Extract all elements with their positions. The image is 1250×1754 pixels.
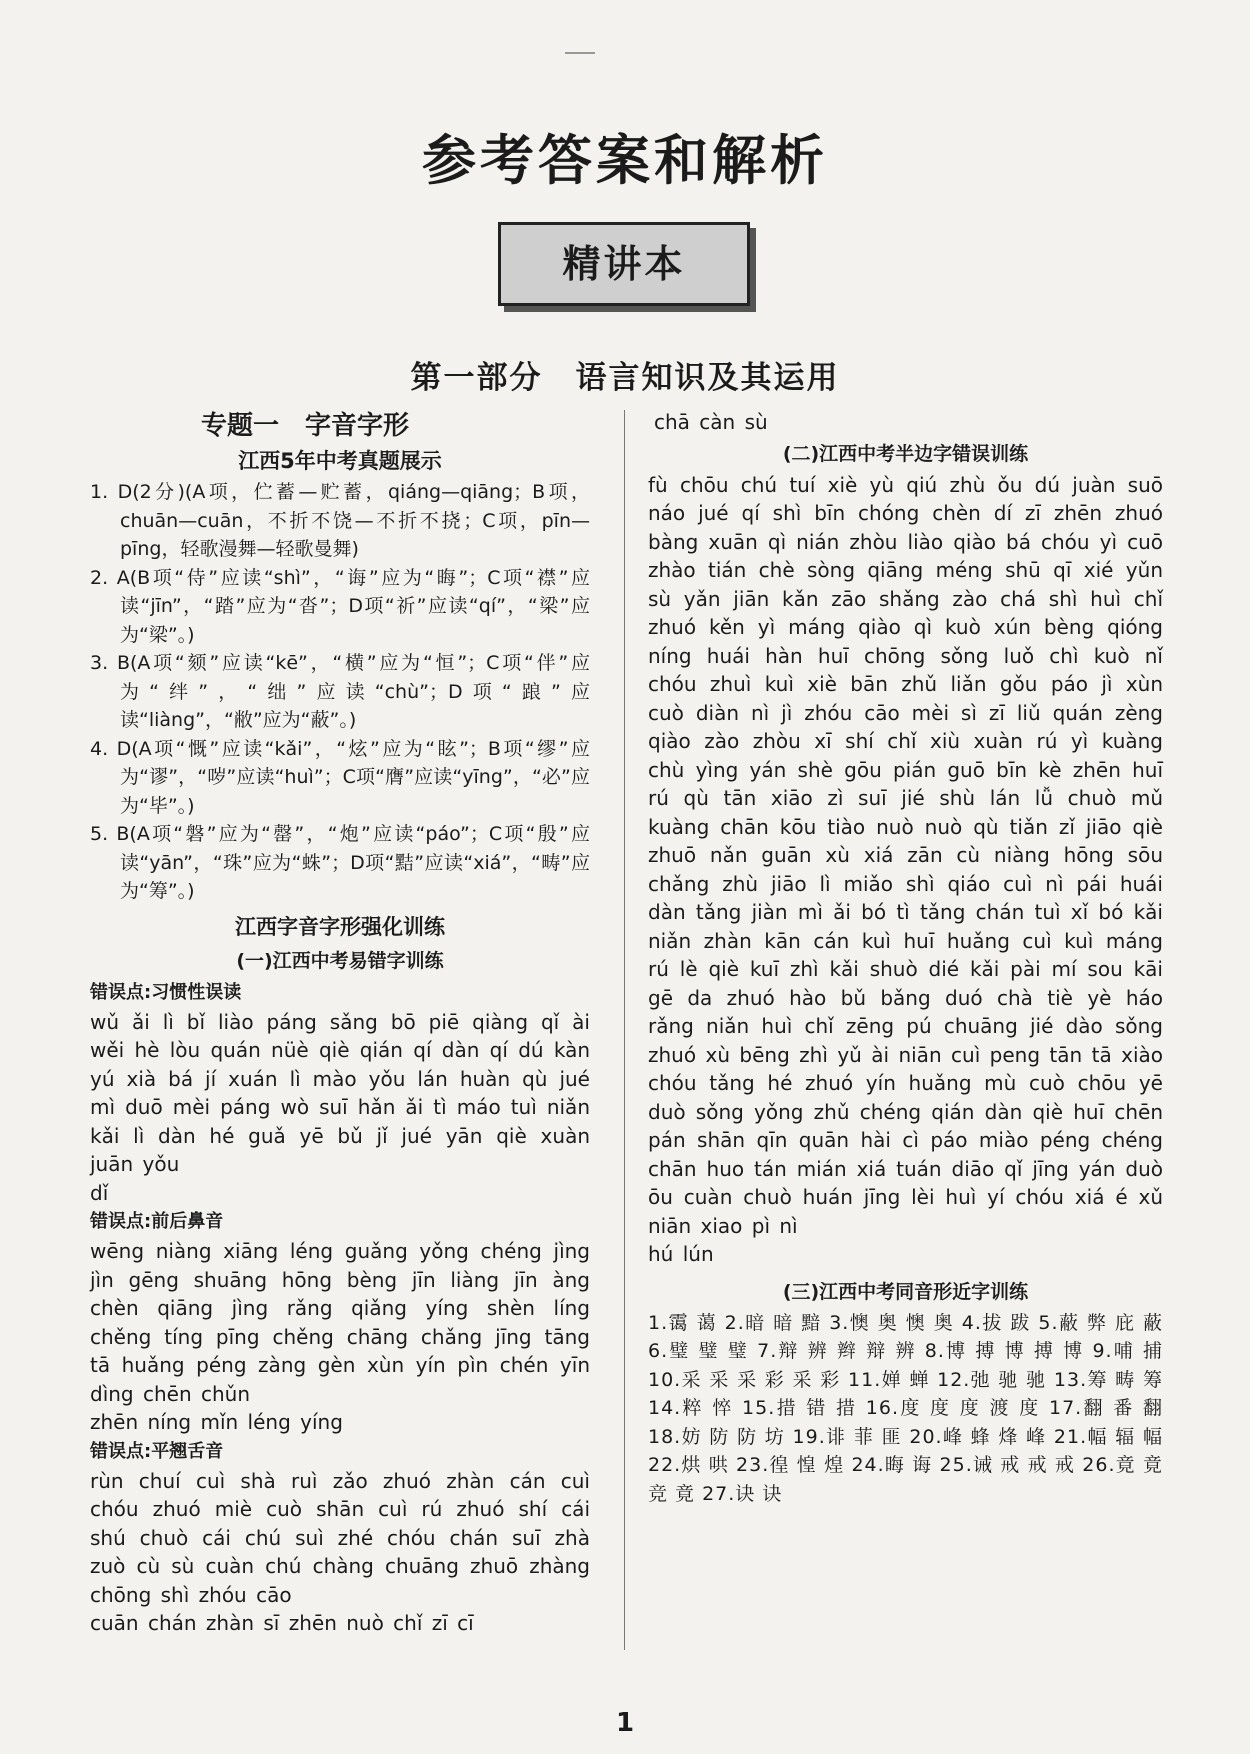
left-column (90, 408, 590, 1638)
pinyin-tail-3: cuān chán zhàn sī zhēn nuò chǐ zī cī (90, 1611, 474, 1635)
topic-heading: 专题一 字音字形 (200, 411, 409, 441)
error-label-3: 错误点:平翘舌音 (90, 1440, 224, 1462)
pinyin-block-4: fù chōu chú tuí xiè yù qiú zhù ǒu dú juàn suō náo jué qí shì bīn chóng chèn dí zī zhēn zhuó bàng xuān qì nián zhòu liào qiào bá chóu yì cuō zhào tián chè sòng qiāng méng shū qī xié yǔn sù yǎn jiān kǎn zāo shǎng zào chá shì huì chǐ zhuó kěn yì máng qiào qì kuò xún bèng qióng níng huái hàn huī chōng sǒng luǒ chì kuò nǐ chóu zhuì kuì xiè bān zhǔ liǎn gǒu páo jì xùn cuò diàn nì jì zhóu cāo mèi sì zī liǔ quán zèng qiào zào zhòu xī shí chǐ xiù xuàn rú yì kuàng chù yìng yán shè gōu pián guō bīn kè zhēn huī rú qù tān xiāo zì suī jié shù lán lǚ chuò mǔ kuàng chān kōu tiào nuò nuò qù tiǎn zǐ jiāo qiè zhuō nǎn guān xù xiá zān cù niàng hōng sōu chǎng zhù jiāo lì miǎo shì qiáo cuì nì pái huái dàn tǎng jiàn mì ǎi bó tì tǎng chán tuì xǐ bó kǎi niǎn zhàn kān cán kuì huī huǎng cuì kuì máng rú lè qiè kuī zhì kǎi shuò dié kǎi pài mí sou kāi gē da zhuó hào bǔ bǎng duó chà tiè yè háo rǎng niǎn huì chǐ zēng pú chuāng jié dào sǒng zhuó xù bēng zhì yǔ ài niān cuì peng tān tā xiào chóu tǎng hé zhuó yín huǎng mù cuò chōu yē duò sǒng yǒng zhǔ chéng qián dàn qiè huī chēn pán shān qīn quān hài cì páo miào péng chéng chān huo tán mián xiá tuán diāo qǐ jīng yán duò ōu cuàn chuò huán jīng lèi huì yí chóu xiá é xǔ niān xiao pì nì (648, 472, 1163, 1238)
subsection-heading-2: (二)江西中考半边字错误训练 (782, 442, 1029, 465)
answer-item: 1. D(2分)(A项，伫蓄—贮蓄，qiáng—qiāng；B项，chuān—cuān，不折不饶—不折不挠；C项，pīn—pīng，轻歌漫舞—轻歌曼舞) (90, 481, 590, 560)
column-divider (624, 410, 625, 1650)
pinyin-block-1: wǔ ǎi lì bǐ liào páng sǎng bō piē qiàng qǐ ài wěi hè lòu quán nüè qiè qián qí dàn qí dú kàn yú xià bá jí xuán lì mào yǒu lán huàn qù jué mì duō mèi páng wò suī hǎn ǎi tì máo tuì niǎn kǎi lì dàn hé guǎ yē bǔ jǐ jué yān qiè xuàn juān yǒu (90, 1009, 590, 1176)
training-heading: 江西字音字形强化训练 (235, 914, 445, 939)
answer-item: 5. B(A项“磐”应为“罄”，“炮”应读“páo”；C项“殷”应读“yān”，“珠”应为“蛛”；D项“黠”应读“xiá”，“畴”应为“筹”。) (90, 823, 590, 902)
pinyin-block-2: wēng niàng xiāng léng guǎng yǒng chéng jìng jìn gēng shuāng hōng bèng jīn liàng jīn àng chèn qiāng jìng rǎng qiǎng yíng shèn líng chěng tíng pīng chěng chāng chǎng jīng tāng tā huǎng péng zàng gèn xùn yín pìn chén yīn dìng chēn chǔn (90, 1239, 590, 1406)
error-label-1: 错误点:习惯性误读 (90, 981, 242, 1003)
part-title: 第一部分 语言知识及其运用 (410, 360, 840, 396)
page-number: 1 (615, 1708, 635, 1738)
top-mark (565, 52, 595, 54)
section-box-label: 精讲本 (498, 222, 750, 306)
error-label-2: 错误点:前后鼻音 (90, 1211, 224, 1232)
homophone-block: 1.霭 蔼 2.暗 暗 黯 3.懊 奥 懊 奥 4.拔 跋 5.蔽 弊 庇 蔽 6.璧 璧 璧 7.辩 辨 辫 辩 辨 8.博 搏 博 搏 博 9.哺 捕 10.采 采 采 彩 采 彩 11.婵 蝉 12.弛 驰 驰 13.筹 畴 筹 14.粹 悴 15.措 错 措 16.度 度 度 渡 度 17.翻 番 翻 18.妨 防 防 坊 19.诽 菲 匪 20.峰 蜂 烽 峰 21.幅 辐 幅 22.烘 哄 23.徨 惶 煌 24.晦 诲 25.诫 戒 戒 戒 26.竟 竟 竞 竟 27.诀 诀 (648, 1311, 1163, 1505)
answer-item: 2. A(B项“侍”应读“shì”，“诲”应为“晦”；C项“襟”应读“jīn”，“踏”应为“沓”；D项“祈”应读“qí”，“梁”应为“梁”。) (90, 566, 590, 646)
pinyin-tail-4: hú lún (648, 1242, 714, 1266)
subsection-heading-3: (三)江西中考同音形近字训练 (782, 1280, 1029, 1303)
right-column (648, 408, 1163, 1508)
subsection-heading-1: (一)江西中考易错字训练 (236, 949, 444, 972)
answer-item: 4. D(A项“慨”应读“kǎi”，“炫”应为“眩”；B项“缪”应为“谬”，“哕”应读“huì”；C项“膺”应读“yīng”，“必”应为“毕”。) (90, 737, 590, 817)
pinyin-top-line: chā càn sù (654, 410, 768, 434)
pinyin-tail-1: dǐ (90, 1180, 109, 1205)
pinyin-block-3: rùn chuí cuì shà ruì zǎo zhuó zhàn cán cuì chóu zhuó miè cuò shān cuì rú zhuó shí cái shú chuò cái chú suì zhé chóu chán suī zhà zuò cù sù cuàn chú chàng chuāng zhuō zhàng chōng shì zhóu cāo (90, 1468, 590, 1607)
exam-heading: 江西5年中考真题展示 (238, 449, 442, 473)
page-title: 参考答案和解析 (422, 129, 828, 192)
answer-item: 3. B(A项“颏”应读“kē”，“横”应为“恒”；C项“伴”应为“绊”，“绌”应读“chù”；D项“踉”应读“liàng”，“敝”应为“蔽”。) (90, 652, 590, 731)
pinyin-tail-2: zhēn níng mǐn léng yíng (90, 1410, 343, 1434)
